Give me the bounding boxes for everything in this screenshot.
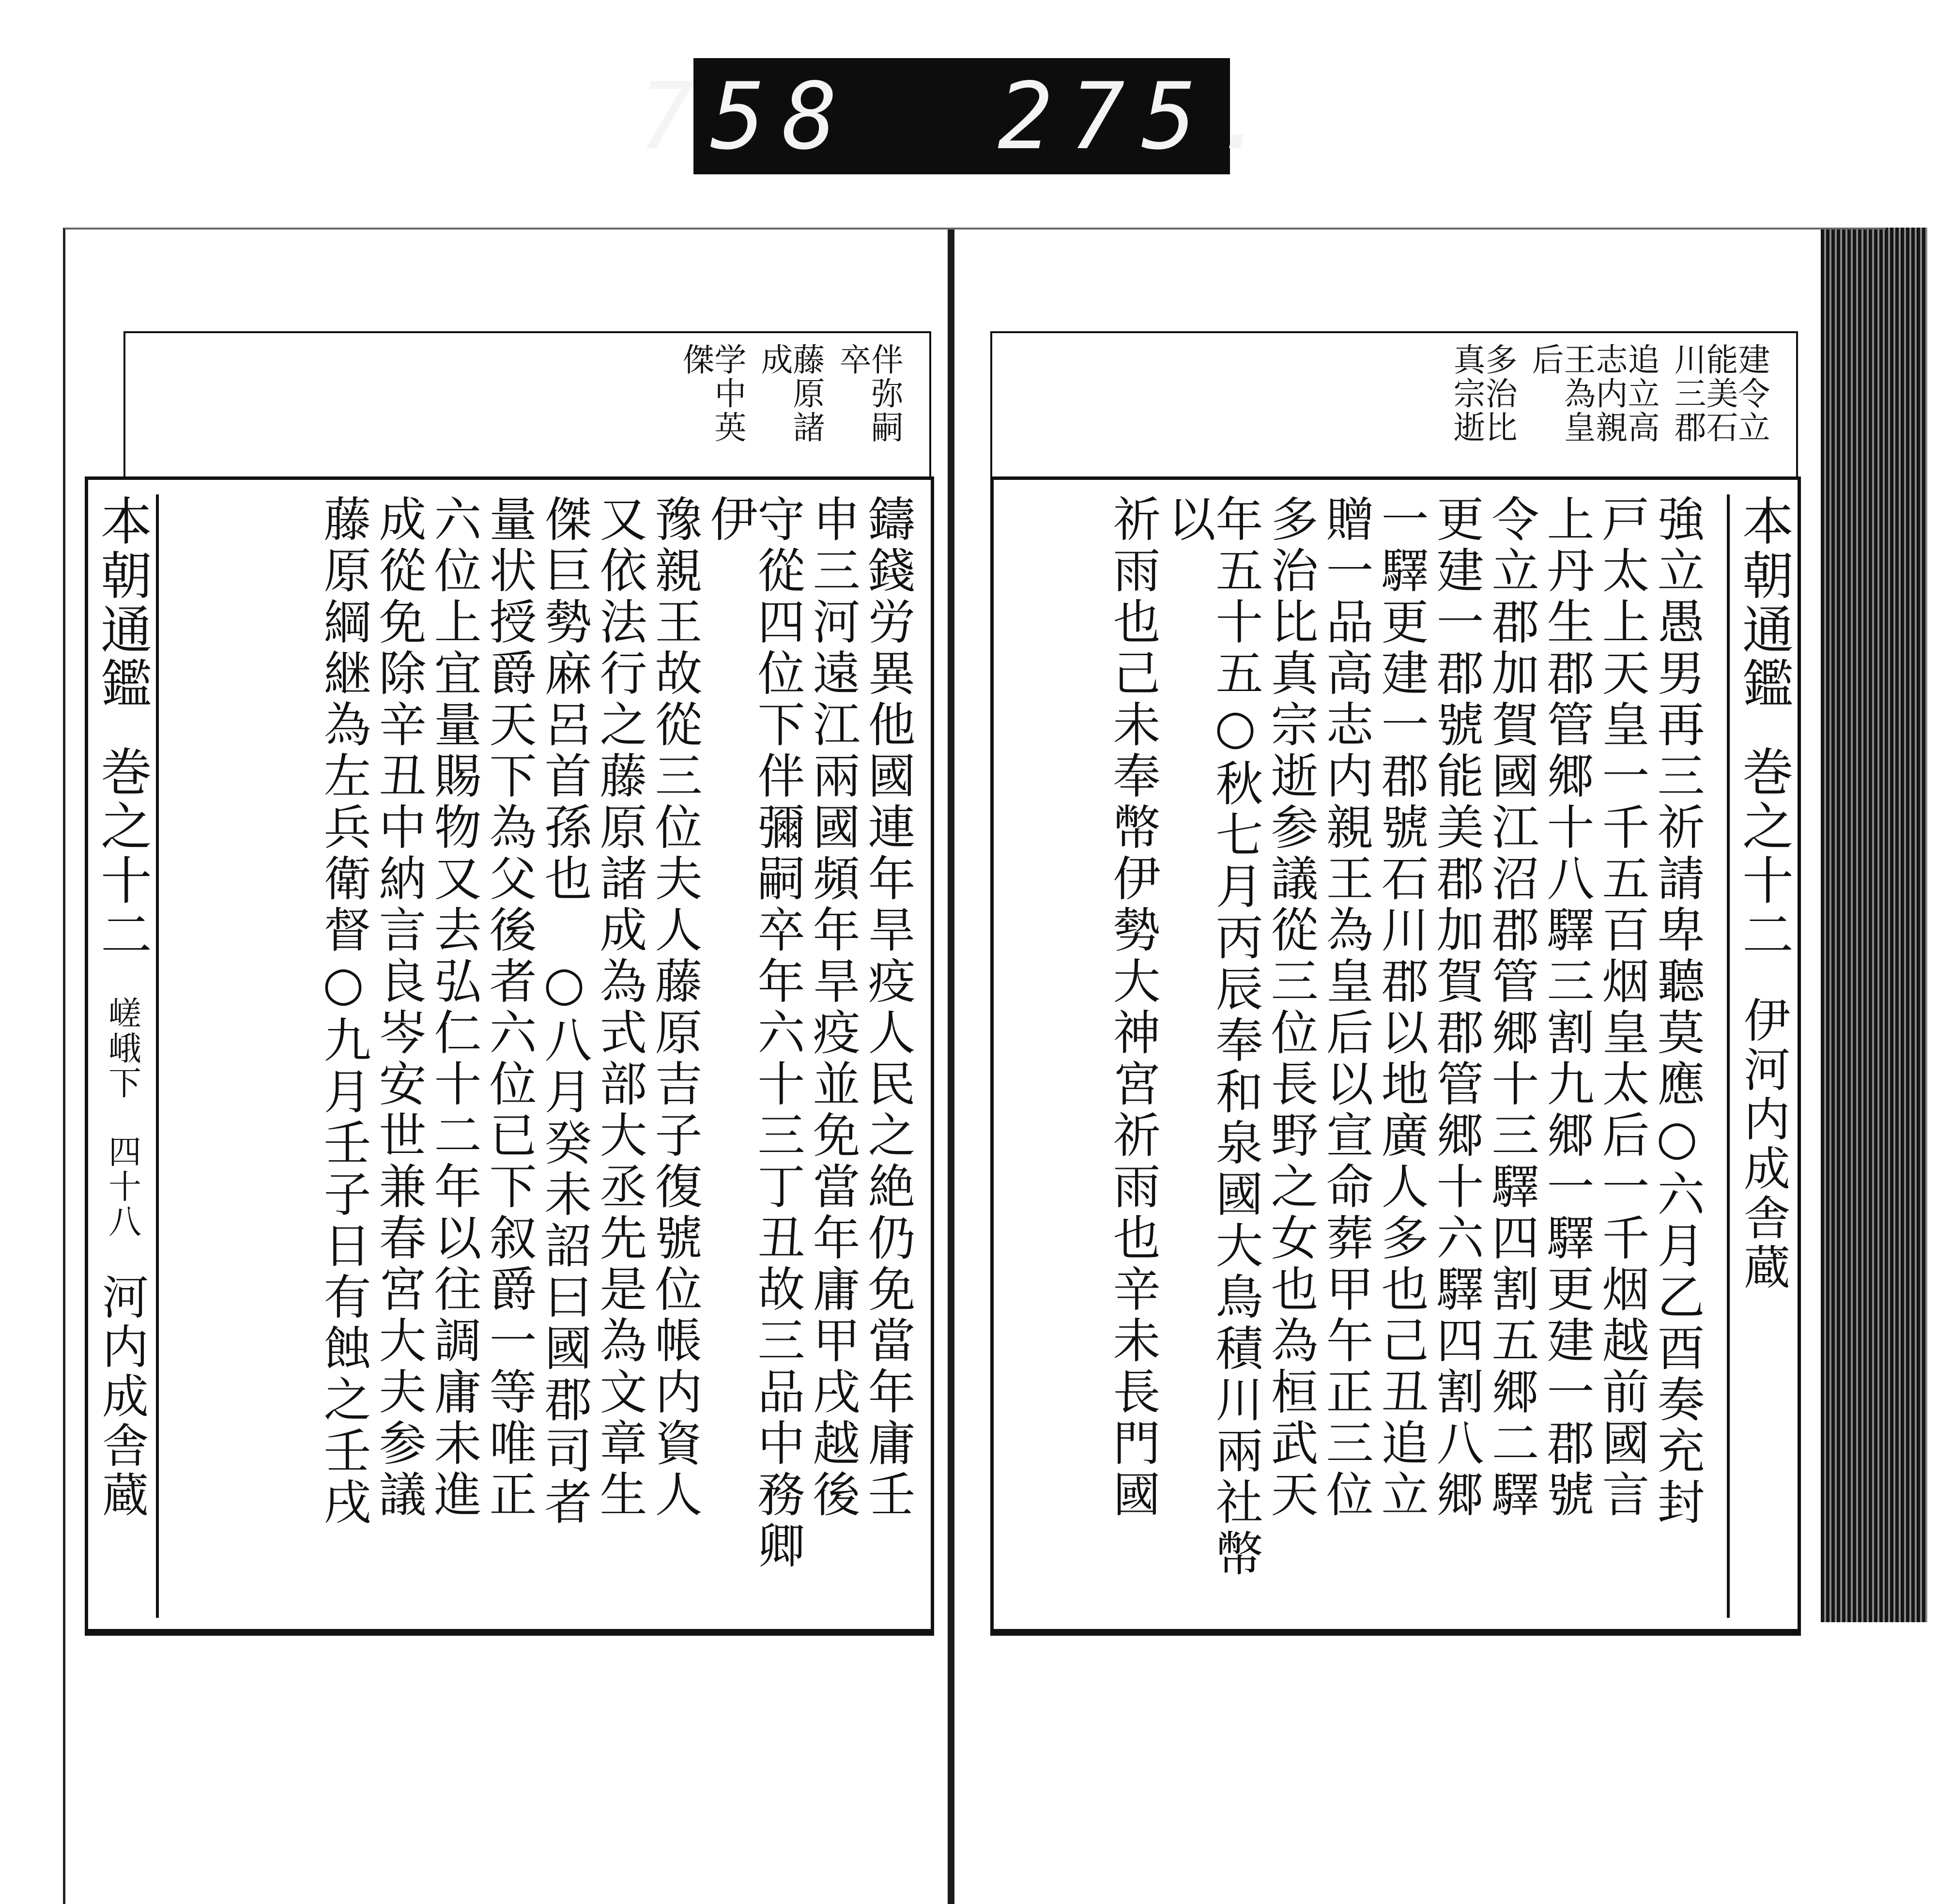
left-text-columns xyxy=(185,494,915,1618)
right-margin-strip xyxy=(1727,494,1798,1618)
right-note: 建令立能美石川三郡 xyxy=(1669,343,1770,445)
open-book xyxy=(63,228,1886,1904)
text-column: 多治比真宗逝参議從三位長野之女也為桓武天 xyxy=(1263,494,1318,1521)
catalog-number-label xyxy=(638,58,1285,174)
text-column: 令立郡加賀國江沼郡管郷十三驛四割五郷二驛 xyxy=(1484,494,1539,1521)
text-column: 藤原綱継為左兵衛督○九月壬子日有蝕之壬戌 xyxy=(316,494,371,1529)
volume-number: 巻之十二 xyxy=(1734,745,1794,962)
right-page xyxy=(952,230,1886,1904)
text-column: 贈一品高志内親王為皇后以宣命葬甲午正三位 xyxy=(1318,494,1373,1521)
right-text-frame xyxy=(990,476,1801,1636)
text-column: 六位上宜量賜物又去弘仁十二年以往調庸未進 xyxy=(426,494,481,1521)
text-column: 強立愚男再三祈請卑聽莫應○六月乙酉奏充封 xyxy=(1649,494,1705,1529)
text-column: 上丹生郡管郷十八驛三割九郷一驛更建一郡號 xyxy=(1539,494,1594,1521)
right-notes-list xyxy=(1448,343,1770,474)
owner-mark: 伊河内成舎蔵 xyxy=(1736,996,1791,1292)
left-footer-rule xyxy=(85,1629,934,1634)
text-column: 豫親王故從三位夫人藤原吉子復號位帳内資人 xyxy=(647,494,702,1521)
text-column: 戸太上天皇一千五百烟皇太后一千烟越前國言 xyxy=(1594,494,1649,1521)
section-label: 嵯峨下 xyxy=(103,996,141,1101)
right-header-notes xyxy=(990,331,1798,478)
owner-mark: 河内成舎蔵 xyxy=(94,1273,149,1520)
page-number: 四十八 xyxy=(103,1135,141,1239)
catalog-number-text: 758 275. xyxy=(638,62,1285,170)
right-note: 追立高志内親王為皇后 xyxy=(1526,343,1660,445)
text-column: 守從四位下伴彌嗣卒年六十三丁丑故三品中務卿伊 xyxy=(702,494,805,1572)
left-notes-list xyxy=(677,343,903,474)
volume-number: 巻之十二 xyxy=(92,745,152,962)
book-title: 本朝通鑑 xyxy=(92,494,152,711)
text-column: 傑巨勢麻呂首孫也 ○八月癸未詔曰國郡司者 xyxy=(537,494,592,1529)
book-title: 本朝通鑑 xyxy=(1734,494,1794,711)
left-note: 伴弥嗣卒 xyxy=(834,343,903,445)
text-column: 鑄錢労異他國連年旱疫人民之絶仍免當年庸壬 xyxy=(860,494,915,1521)
text-column: 申三河遠江兩國頻年旱疫並免當年庸甲戌越後 xyxy=(805,494,860,1521)
text-column: 量状授爵天下為父後者六位已下叙爵一等唯正 xyxy=(481,494,537,1521)
text-column: 祈雨也己未奉幣伊勢大神宮祈雨也辛未長門國 xyxy=(1105,494,1160,1521)
left-text-frame xyxy=(85,476,934,1636)
left-page xyxy=(65,230,952,1904)
text-column: 年五十五○秋七月丙辰奉和泉國大鳥積川兩社幣以 xyxy=(1160,494,1263,1580)
right-text-columns xyxy=(1013,494,1705,1618)
right-note: 多治比真宗逝 xyxy=(1448,343,1517,445)
text-column: 一驛更建一郡號石川郡以地廣人多也己丑追立 xyxy=(1373,494,1429,1521)
text-column: 又依法行之藤原諸成為式部大丞先是為文章生 xyxy=(592,494,647,1521)
left-header-notes xyxy=(123,331,931,478)
text-column: 更建一郡號能美郡加賀郡管郷十六驛四割八郷 xyxy=(1429,494,1484,1521)
left-margin-strip xyxy=(88,494,159,1618)
text-column: 成從免除辛丑中納言良岑安世兼春宮大夫参議 xyxy=(371,494,426,1521)
left-note: 藤原諸成 xyxy=(755,343,825,445)
left-note: 学中英傑 xyxy=(677,343,746,445)
right-footer-rule xyxy=(990,1629,1801,1634)
